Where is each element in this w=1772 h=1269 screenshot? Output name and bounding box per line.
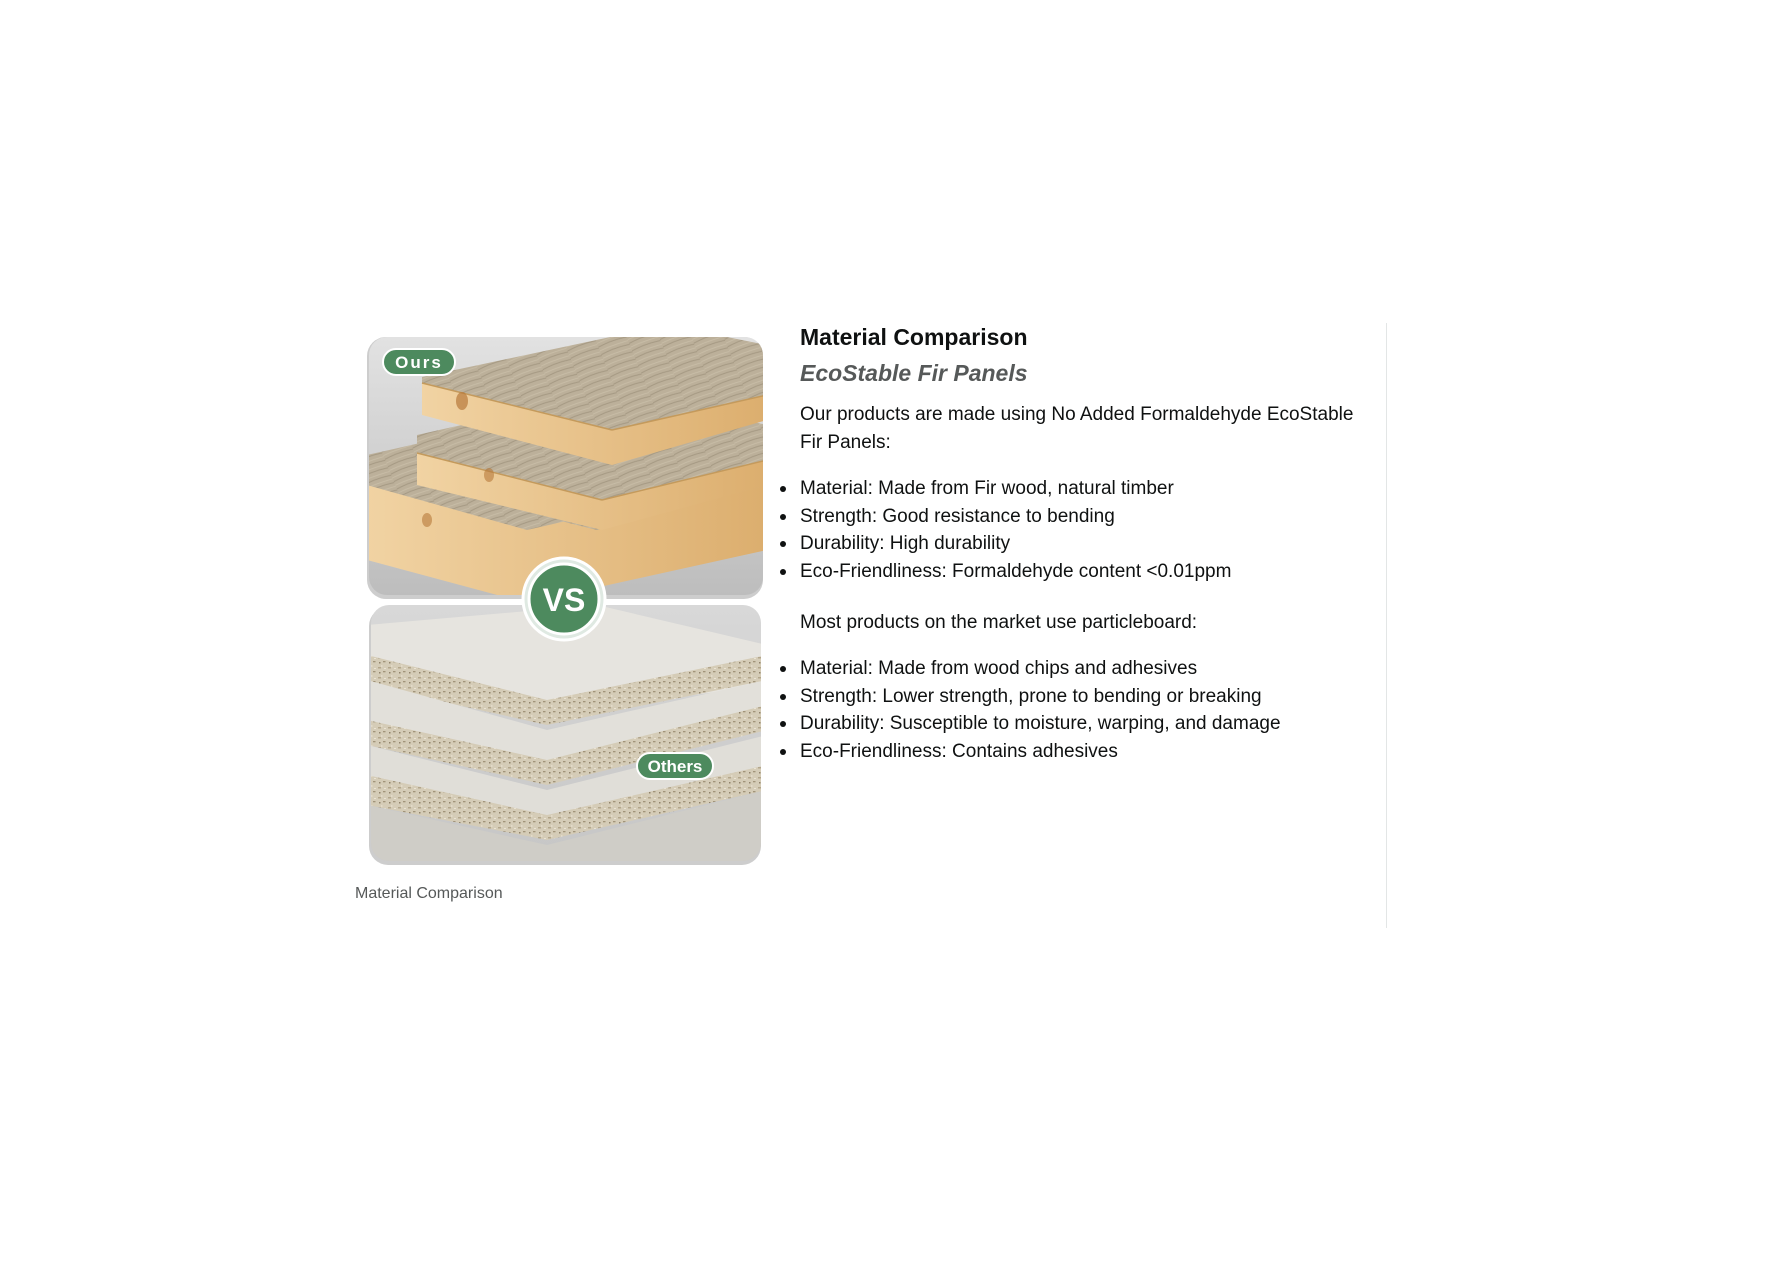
- list-item: Durability: High durability: [800, 530, 1370, 558]
- section-heading: Material Comparison: [800, 324, 1028, 350]
- comparison-image[interactable]: [367, 335, 765, 865]
- list-item: Eco-Friendliness: Formaldehyde content <0.01ppm: [800, 558, 1370, 586]
- list-item: Strength: Lower strength, prone to bending or breaking: [800, 683, 1370, 711]
- vs-badge: [523, 558, 605, 640]
- others-feature-list: [800, 655, 1370, 765]
- list-item: Material: Made from wood chips and adhesives: [800, 655, 1370, 683]
- list-item: Durability: Susceptible to moisture, warping, and damage: [800, 710, 1370, 738]
- list-item: Material: Made from Fir wood, natural timber: [800, 475, 1370, 503]
- image-caption: Material Comparison: [355, 885, 503, 902]
- section-subheading: EcoStable Fir Panels: [800, 360, 1028, 386]
- others-paragraph: Most products on the market use particleboard:: [800, 612, 1198, 633]
- others-badge: [637, 753, 713, 779]
- others-badge-label: Others: [647, 757, 703, 776]
- intro-paragraph: Our products are made using No Added Formaldehyde EcoStable Fir Panels:: [800, 404, 1354, 453]
- ours-badge: [383, 349, 455, 375]
- comparison-figure: [355, 323, 765, 913]
- ours-badge-label: Ours: [395, 353, 443, 372]
- vs-badge-label: VS: [542, 582, 586, 618]
- comparison-module: [355, 323, 1385, 928]
- column-divider: [1386, 323, 1387, 928]
- list-item: Strength: Good resistance to bending: [800, 503, 1370, 531]
- description-column: [800, 323, 1370, 765]
- particleboard-photo: [367, 605, 765, 865]
- list-item: Eco-Friendliness: Contains adhesives: [800, 738, 1370, 766]
- ours-feature-list: [800, 475, 1370, 585]
